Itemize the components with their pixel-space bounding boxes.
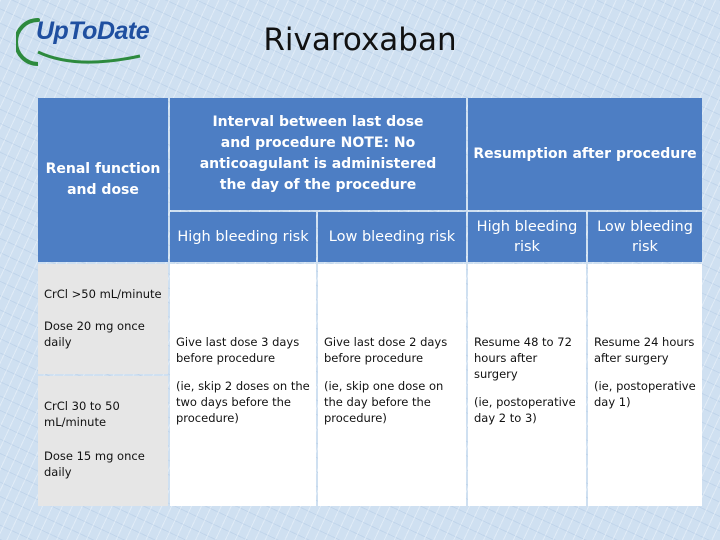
uptodate-logo	[16, 16, 150, 68]
logo-swoosh-icon	[36, 48, 146, 68]
header-interval	[170, 98, 466, 210]
interval-high-note: (ie, skip 2 doses on the two days before the procedure)	[176, 379, 310, 425]
crcl-30-50-label: CrCl 30 to 50 mL/minute	[44, 399, 120, 429]
subheader-interval-low-label: Low bleeding risk	[328, 229, 456, 245]
subheader-interval-high	[170, 212, 316, 262]
header-resumption-label: Resumption after procedure	[473, 145, 697, 162]
header-renal-function	[38, 98, 168, 262]
interval-low-cell	[318, 264, 466, 506]
dose-20mg-label: Dose 20 mg once daily	[44, 319, 145, 349]
subheader-resume-high-label: High bleeding risk	[476, 219, 578, 255]
subheader-interval-low	[318, 212, 466, 262]
resume-high-cell	[468, 264, 586, 506]
subheader-interval-high-label: High bleeding risk	[177, 229, 309, 245]
renal-cell-upper	[38, 264, 168, 374]
subheader-resume-low-label: Low bleeding risk	[597, 219, 693, 255]
interval-high-main: Give last dose 3 days before procedure	[176, 335, 300, 365]
renal-cell-lower	[38, 376, 168, 506]
dose-15mg-label: Dose 15 mg once daily	[44, 449, 145, 479]
interval-low-note: (ie, skip one dose on the day before the procedure)	[324, 379, 444, 425]
header-renal-label: Renal function and dose	[45, 161, 161, 198]
resume-low-main: Resume 24 hours after surgery	[594, 335, 695, 365]
subheader-resume-high	[468, 212, 586, 262]
slide-title: Rivaroxaban	[263, 22, 457, 58]
header-interval-label: Interval between last dose and procedure NOTE: No anticoagulant is administered the day of the procedure	[199, 114, 437, 193]
resume-high-main: Resume 48 to 72 hours after surgery	[474, 335, 572, 381]
dosing-table	[36, 96, 704, 508]
resume-high-note: (ie, postoperative day 2 to 3)	[474, 395, 576, 425]
logo-text: UpToDate	[36, 17, 150, 45]
subheader-resume-low	[588, 212, 702, 262]
resume-low-cell	[588, 264, 702, 506]
interval-low-main: Give last dose 2 days before procedure	[324, 335, 448, 365]
resume-low-note: (ie, postoperative day 1)	[594, 379, 696, 409]
header-resumption	[468, 98, 702, 210]
interval-high-cell	[170, 264, 316, 506]
crcl-gt50-label: CrCl >50 mL/minute	[44, 287, 162, 301]
